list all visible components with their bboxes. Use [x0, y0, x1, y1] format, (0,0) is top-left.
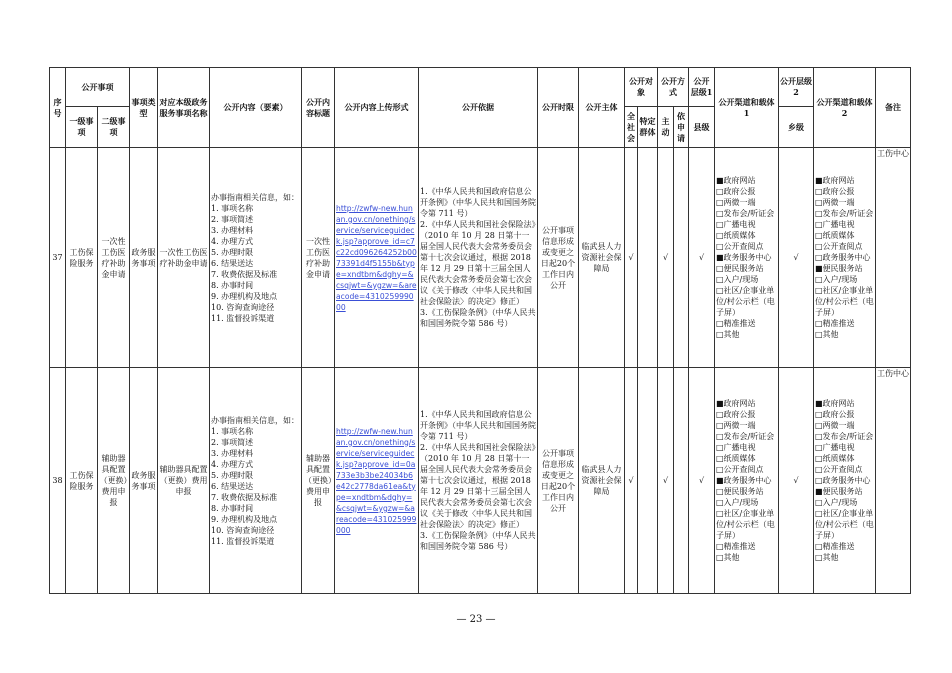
- channel1-cell-line: ■政务服务中心: [716, 253, 772, 262]
- channel2-cell-line: □入户/现场: [815, 275, 858, 284]
- header-type: 事项类型: [130, 68, 158, 148]
- content-cell-line: 11. 监督投诉渠道: [211, 536, 275, 546]
- content-cell-line: 1. 事项名称: [211, 203, 254, 213]
- channel1-cell-line: □纸质媒体: [716, 231, 756, 240]
- channel1-cell-line: □精准推送: [716, 319, 756, 328]
- header-method-group: 公开方式: [658, 68, 689, 107]
- channel2-cell-line: □两微一端: [815, 198, 855, 207]
- channel1-cell-line: □公开查阅点: [716, 465, 764, 474]
- active-cell: √: [658, 368, 674, 594]
- content-cell-line: 1. 事项名称: [211, 426, 254, 436]
- channel1-cell-line: ■政务服务中心: [716, 476, 772, 485]
- on-request-cell: [674, 368, 689, 594]
- channel2-cell-line: ■便民服务站: [815, 487, 863, 496]
- content-cell-line: 7. 收费依据及标准: [211, 269, 278, 279]
- channel1-cell-line: □广播电视: [716, 220, 756, 229]
- header-on-request: 依申请: [674, 107, 689, 148]
- remarks-cell: 工伤中心: [876, 148, 911, 368]
- basis-cell-line: 2.《中华人民共和国社会保险法》（2010 年 10 月 28 日第十一届全国人民代表大会常务委员会第十七次会议通过，根据 2018 年 12 月 29 日第十三届全国人民代表大会常务委员会第七次会议《关于修改〈中华人民共和国社会保险法〉的决定》修正）: [420, 443, 536, 529]
- header-basis: 公开依据: [419, 68, 538, 148]
- header-channel2: 公开渠道和载体2: [814, 68, 876, 148]
- content-cell-line: 11. 监督投诉渠道: [211, 313, 275, 323]
- channel1-cell-line: □入户/现场: [716, 498, 759, 507]
- content-cell-line: 办事指南相关信息，如：: [211, 415, 299, 425]
- channel2-cell-line: □政府公报: [815, 410, 855, 419]
- channel1-cell-line: □社区/企事业单位/村公示栏（电子屏）: [716, 286, 775, 317]
- service-name-cell: 一次性工伤医疗补助金申请: [158, 148, 210, 368]
- header-seq: 序号: [50, 68, 66, 148]
- seq-cell: 38: [50, 368, 66, 594]
- channel1-cell-line: □其他: [716, 553, 740, 562]
- header-service-name: 对应本级政务服务事项名称: [158, 68, 210, 148]
- channel2-cell-line: □其他: [815, 553, 839, 562]
- channel2-cell: [814, 368, 876, 594]
- channel1-cell-line: ■政府网站: [716, 399, 756, 408]
- header-remarks: 备注: [876, 68, 911, 148]
- all-society-cell: √: [625, 148, 638, 368]
- upload-form-cell: [335, 148, 419, 368]
- channel2-cell-line: □政务服务中心: [815, 253, 871, 262]
- content-cell-line: 8. 办事时间: [211, 280, 254, 290]
- channel2-cell-line: □纸质媒体: [815, 454, 855, 463]
- content-cell-line: 10. 咨询查询途径: [211, 302, 275, 312]
- content-cell-line: 3. 办理材料: [211, 448, 254, 458]
- content-cell: [210, 148, 302, 368]
- channel2-cell-line: □公开查阅点: [815, 242, 863, 251]
- header-specific-group: 特定群体: [638, 107, 658, 148]
- channel2-cell-line: □广播电视: [815, 443, 855, 452]
- upload-form-cell: [335, 368, 419, 594]
- basis-cell-line: 3.《工伤保险条例》（中华人民共和国国务院令第 586 号）: [420, 531, 536, 551]
- channel1-cell-line: □其他: [716, 330, 740, 339]
- level2-cell: 辅助器具配置（更换）费用申报: [98, 368, 130, 594]
- service-guide-link[interactable]: http://zwfw-new.hunan.gov.cn/onething/service/serviceguideck.jsp?approve_id=c7c22cd096264252b0073391d4f5155b&type=xndtbm&dghy=&csqjwt=&ygzw=&areacode=431025999000: [336, 203, 417, 312]
- specific-group-cell: [638, 148, 658, 368]
- channel1-cell-line: □精准推送: [716, 542, 756, 551]
- content-cell-line: 9. 办理机构及地点: [211, 514, 278, 524]
- channel2-cell-line: □其他: [815, 330, 839, 339]
- channel1-cell-line: □纸质媒体: [716, 454, 756, 463]
- time-limit-cell: 公开事项信息形成或变更之日起20个工作日内公开: [538, 148, 579, 368]
- basis-cell: [419, 368, 538, 594]
- basis-cell-line: 1.《中华人民共和国政府信息公开条例》（中华人民共和国国务院令第 711 号）: [420, 187, 536, 218]
- service-guide-link[interactable]: http://zwfw-new.hunan.gov.cn/onething/service/serviceguideck.jsp?approve_id=0a733e3b3be24034b6e42c2778da61ea&type=xndtbm&dghy=&csqjwt=&ygzw=&areacode=431025999000: [336, 426, 417, 535]
- channel1-cell-line: □广播电视: [716, 443, 756, 452]
- level2-cell: 一次性工伤医疗补助金申请: [98, 148, 130, 368]
- channel1-cell-line: □社区/企事业单位/村公示栏（电子屏）: [716, 509, 775, 540]
- channel2-cell-line: □纸质媒体: [815, 231, 855, 240]
- content-cell-line: 9. 办理机构及地点: [211, 291, 278, 301]
- header-county: 县级: [689, 107, 715, 148]
- channel1-cell-line: □两微一端: [716, 421, 756, 430]
- header-tier1-group: 公开层级1: [689, 68, 715, 107]
- header-upload-form: 公开内容上传形式: [335, 68, 419, 148]
- header-target-group: 公开对象: [625, 68, 658, 107]
- channel2-cell-line: □入户/现场: [815, 498, 858, 507]
- page-number: — 23 —: [456, 614, 496, 625]
- all-society-cell: √: [625, 368, 638, 594]
- channel1-cell-line: □公开查阅点: [716, 242, 764, 251]
- channel2-cell-line: □社区/企事业单位/村公示栏（电子屏）: [815, 286, 874, 317]
- channel2-cell-line: □发布会/听证会: [815, 432, 874, 441]
- content-cell-line: 6. 结果送达: [211, 481, 254, 491]
- header-subject: 公开主体: [579, 68, 625, 148]
- channel2-cell-line: □政府公报: [815, 187, 855, 196]
- content-title-cell: 一次性工伤医疗补助金申请: [302, 148, 335, 368]
- channel1-cell-line: □发布会/听证会: [716, 209, 775, 218]
- channel2-cell-line: □两微一端: [815, 421, 855, 430]
- channel2-cell-line: ■政府网站: [815, 176, 855, 185]
- basis-cell: [419, 148, 538, 368]
- township-cell: √: [779, 368, 814, 594]
- header-township: 乡级: [779, 107, 814, 148]
- service-name-cell: 辅助器具配置（更换）费用申报: [158, 368, 210, 594]
- channel2-cell-line: ■政府网站: [815, 399, 855, 408]
- content-cell-line: 5. 办理时限: [211, 247, 254, 257]
- header-channel1: 公开渠道和载体1: [715, 68, 779, 148]
- channel1-cell-line: □两微一端: [716, 198, 756, 207]
- content-cell-line: 3. 办理材料: [211, 225, 254, 235]
- county-cell: √: [689, 148, 715, 368]
- channel1-cell-line: □便民服务站: [716, 487, 764, 496]
- level1-cell: 工伤保险服务: [66, 148, 98, 368]
- header-content: 公开内容（要素）: [210, 68, 302, 148]
- level1-cell: 工伤保险服务: [66, 368, 98, 594]
- subject-cell: 临武县人力资源社会保障局: [579, 148, 625, 368]
- specific-group-cell: [638, 368, 658, 594]
- channel1-cell-line: □政府公报: [716, 187, 756, 196]
- content-cell-line: 2. 事项简述: [211, 214, 254, 224]
- header-level1: 一级事项: [66, 107, 98, 148]
- content-cell-line: 4. 办理方式: [211, 236, 254, 246]
- content-cell-line: 5. 办理时限: [211, 470, 254, 480]
- content-cell-line: 10. 咨询查询途径: [211, 525, 275, 535]
- content-cell-line: 办事指南相关信息，如：: [211, 192, 299, 202]
- channel1-cell: [715, 148, 779, 368]
- seq-cell: 37: [50, 148, 66, 368]
- remarks-cell: 工伤中心: [876, 368, 911, 594]
- header-tier2-group: 公开层级2: [779, 68, 814, 107]
- channel2-cell-line: □发布会/听证会: [815, 209, 874, 218]
- channel1-cell-line: □政府公报: [716, 410, 756, 419]
- channel2-cell-line: □社区/企事业单位/村公示栏（电子屏）: [815, 509, 874, 540]
- content-cell-line: 6. 结果送达: [211, 258, 254, 268]
- channel2-cell-line: □精准推送: [815, 542, 855, 551]
- channel2-cell-line: □广播电视: [815, 220, 855, 229]
- basis-cell-line: 2.《中华人民共和国社会保险法》（2010 年 10 月 28 日第十一届全国人民代表大会常务委员会第十七次会议通过，根据 2018 年 12 月 29 日第十三届全国人民代表大会常务委员会第七次会议《关于修改〈中华人民共和国社会保险法〉的决定》修正）: [420, 220, 536, 306]
- county-cell: √: [689, 368, 715, 594]
- channel1-cell-line: □发布会/听证会: [716, 432, 775, 441]
- township-cell: √: [779, 148, 814, 368]
- channel2-cell-line: □精准推送: [815, 319, 855, 328]
- channel2-cell-line: □政务服务中心: [815, 476, 871, 485]
- channel2-cell: [814, 148, 876, 368]
- table-row: [50, 148, 911, 368]
- channel1-cell: [715, 368, 779, 594]
- table-row: [50, 368, 911, 594]
- subject-cell: 临武县人力资源社会保障局: [579, 368, 625, 594]
- header-level2: 二级事项: [98, 107, 130, 148]
- header-time-limit: 公开时限: [538, 68, 579, 148]
- channel2-cell-line: ■便民服务站: [815, 264, 863, 273]
- content-cell: [210, 368, 302, 594]
- header-all-society: 全社会: [625, 107, 638, 148]
- content-cell-line: 4. 办理方式: [211, 459, 254, 469]
- on-request-cell: [674, 148, 689, 368]
- time-limit-cell: 公开事项信息形成或变更之日起20个工作日内公开: [538, 368, 579, 594]
- active-cell: √: [658, 148, 674, 368]
- basis-cell-line: 3.《工伤保险条例》（中华人民共和国国务院令第 586 号）: [420, 308, 536, 328]
- channel1-cell-line: □入户/现场: [716, 275, 759, 284]
- content-cell-line: 8. 办事时间: [211, 503, 254, 513]
- header-active: 主动: [658, 107, 674, 148]
- type-cell: 政务服务事项: [130, 368, 158, 594]
- disclosure-table: [49, 67, 911, 594]
- content-cell-line: 2. 事项简述: [211, 437, 254, 447]
- basis-cell-line: 1.《中华人民共和国政府信息公开条例》（中华人民共和国国务院令第 711 号）: [420, 410, 536, 441]
- header-item-group: 公开事项: [66, 68, 130, 107]
- channel1-cell-line: ■政府网站: [716, 176, 756, 185]
- content-cell-line: 7. 收费依据及标准: [211, 492, 278, 502]
- channel2-cell-line: □公开查阅点: [815, 465, 863, 474]
- type-cell: 政务服务事项: [130, 148, 158, 368]
- content-title-cell: 辅助器具配置（更换）费用申报: [302, 368, 335, 594]
- channel1-cell-line: □便民服务站: [716, 264, 764, 273]
- header-content-title: 公开内容标题: [302, 68, 335, 148]
